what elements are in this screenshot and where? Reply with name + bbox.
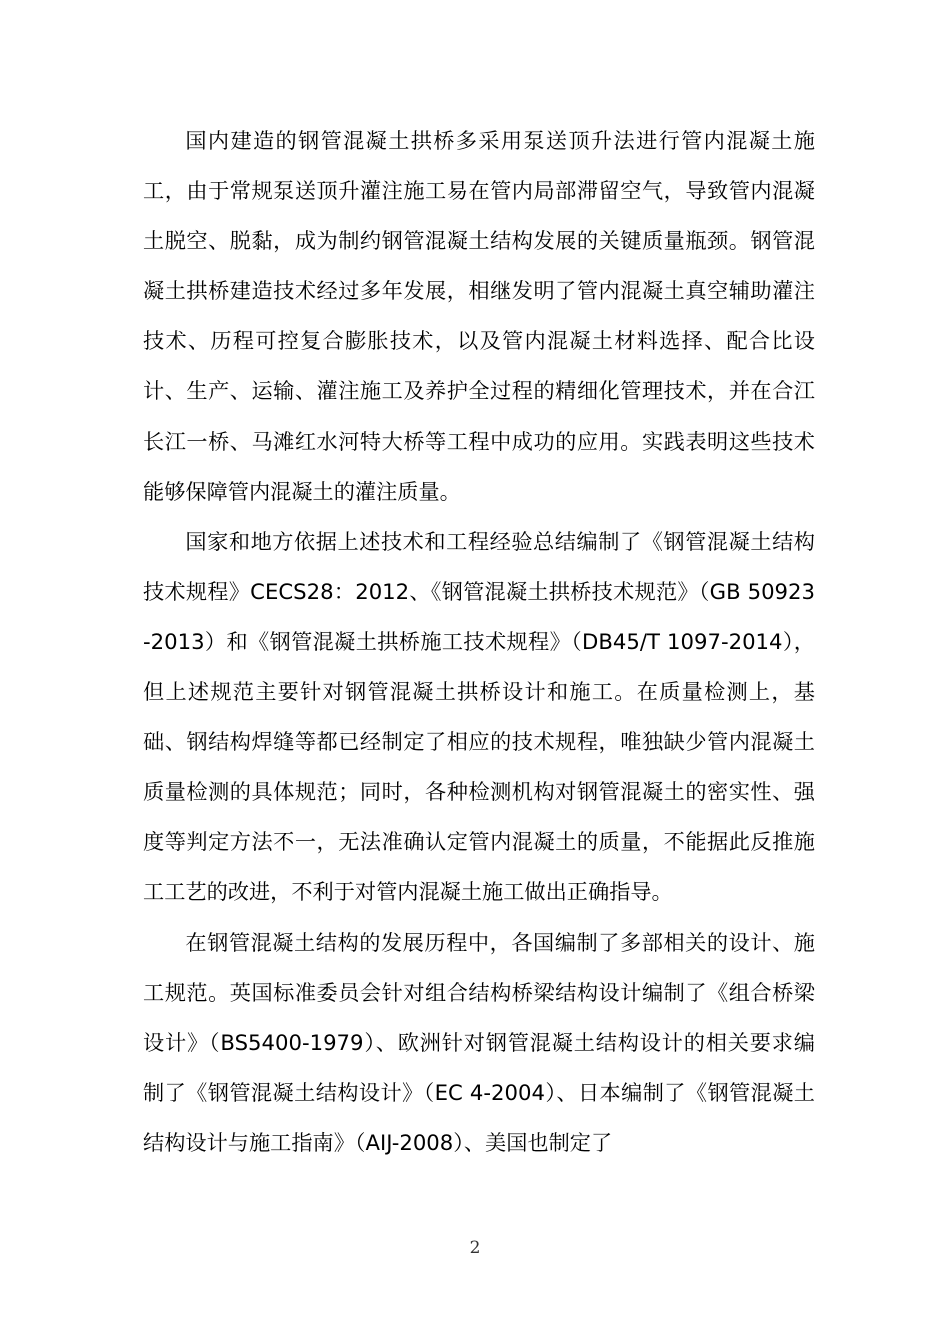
paragraph-1: 国内建造的钢管混凝土拱桥多采用泵送顶升法进行管内混凝土施工，由于常规泵送顶升灌注施工易在管内局部滞留空气，导致管内混凝土脱空、脱黏，成为制约钢管混凝土结构发展的关键质量瓶颈。钢管混凝土拱桥建造技术经过多年发展，相继发明了管内混凝土真空辅助灌注技术、历程可控复合膨胀技术，以及管内混凝土材料选择、配合比设计、生产、运输、灌注施工及养护全过程的精细化管理技术，并在合江长江一桥、马滩红水河特大桥等工程中成功的应用。实践表明这些技术能够保障管内混凝土的灌注质量。	[143, 128, 815, 504]
page-number: 2	[469, 1238, 481, 1258]
paragraph-2: 国家和地方依据上述技术和工程经验总结编制了《钢管混凝土结构技术规程》CECS28：2012、《钢管混凝土拱桥技术规范》（GB 50923-2013）和《钢管混凝土拱桥施工技术规程》（DB45/T 1097-2014），但上述规范主要针对钢管混凝土拱桥设计和施工。在质量检测上，基础、钢结构焊缝等都已经制定了相应的技术规程，唯独缺少管内混凝土质量检测的具体规范；同时，各种检测机构对钢管混凝土的密实性、强度等判定方法不一，无法准确认定管内混凝土的质量，不能据此反推施工工艺的改进，不利于对管内混凝土施工做出正确指导。	[143, 528, 815, 905]
paragraph-3: 在钢管混凝土结构的发展历程中，各国编制了多部相关的设计、施工规范。英国标准委员会针对组合结构桥梁结构设计编制了《组合桥梁设计》（BS5400-1979）、欧洲针对钢管混凝土结构设计的相关要求编制了《钢管混凝土结构设计》（EC 4-2004）、日本编制了《钢管混凝土结构设计与施工指南》（AIJ-2008）、美国也制定了	[143, 929, 815, 1155]
document-body	[143, 116, 815, 1168]
